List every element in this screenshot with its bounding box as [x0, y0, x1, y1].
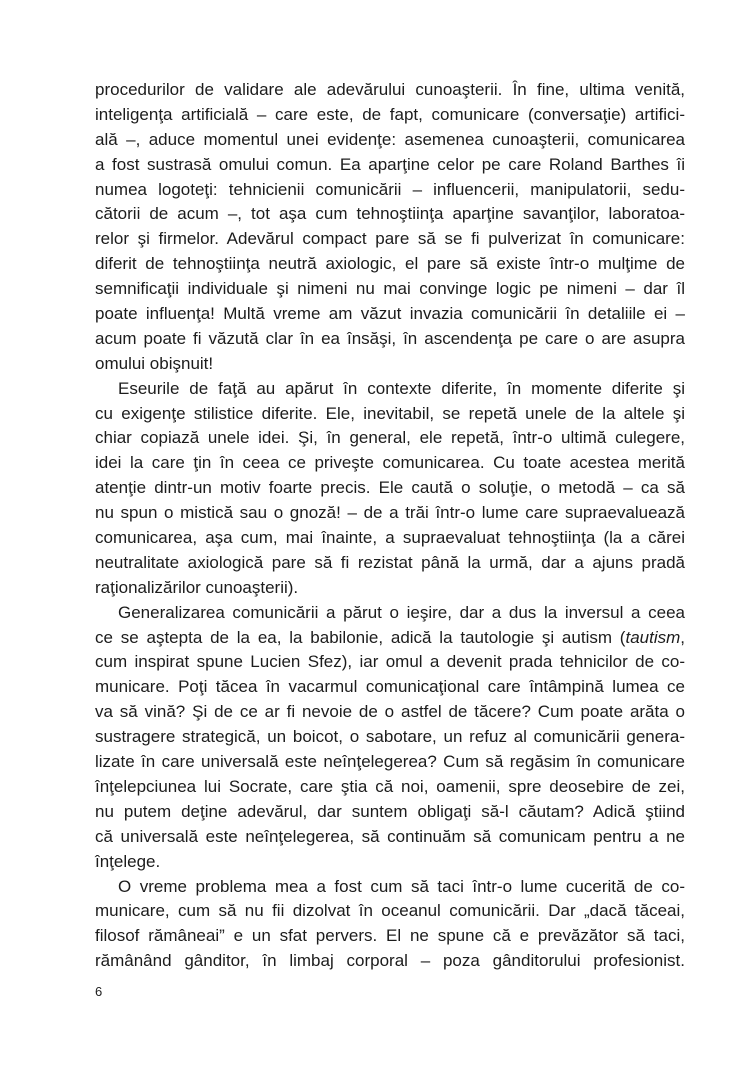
text-line: sustragere strategică, un boicot, o sabotare, un refuz al comunicării genera- [95, 727, 685, 747]
text-run: ce se aştepta de la ea, la babilonie, adică la tautologie şi autism ( [95, 627, 626, 647]
text-line: idei la care ţin în ceea ce priveşte comunicarea. Cu toate acestea merită [95, 453, 685, 473]
italic-term: tautism [625, 627, 681, 647]
text-line: acum poate fi văzută clar în ea însăşi, în ascendenţa pe care o are asupra [95, 328, 685, 348]
text-line: cu exigenţe stilistice diferite. Ele, inevitabil, se repetă unele de la altele şi [95, 403, 685, 423]
text-line: a fost sustrasă omului comun. Ea aparţine celor pe care Roland Barthes îi [95, 154, 685, 174]
text-line: poate influenţa! Multă vreme am văzut invazia comunicării în detaliile ei – [95, 304, 685, 324]
text-line-paragraph-start: Generalizarea comunicării a părut o ieşire, dar a dus la inversul a ceea [118, 602, 685, 622]
text-line: va să vină? Şi de ce ar fi nevoie de o astfel de tăcere? Cum poate arăta o [95, 702, 685, 722]
text-line-paragraph-end: raţionalizărilor cunoaşterii). [95, 577, 299, 597]
text-line: nu putem deţine adevărul, dar suntem obligaţi să-l căutam? Adică ştiind [95, 801, 685, 821]
text-line: semnificaţii individuale şi nimeni nu mai convinge logic pe nimeni – dar îl [95, 279, 685, 299]
body-text [95, 78, 685, 974]
text-line: comunicarea, aşa cum, mai înainte, a supraevaluat tehnoştiinţa (la a cărei [95, 528, 685, 548]
text-line-paragraph-end: înţelege. [95, 851, 161, 871]
page-number: 6 [95, 984, 103, 999]
paragraph [95, 377, 685, 601]
text-line: neutralitate axiologică pare să fi rezistat până la urmă, dar a ajuns pradă [95, 552, 685, 572]
text-line: atenţie dintr-un motiv foarte precis. Ele caută o soluţie, o metodă – ca să [95, 478, 685, 498]
text-line-paragraph-start: O vreme problema mea a fost cum să taci într-o lume cucerită de co- [118, 876, 685, 896]
text-run: , [680, 627, 685, 647]
text-line: inteligenţa artificială – care este, de fapt, comunicare (conversaţie) artifici- [95, 104, 685, 124]
text-line: cum inspirat spune Lucien Sfez), iar omul a devenit prada tehnicilor de co- [95, 652, 685, 672]
text-line [95, 626, 685, 651]
text-line: numea logoteţi: tehnicienii comunicării – influencerii, manipulatorii, sedu- [95, 179, 685, 199]
text-line: nu spun o mistică sau o gnoză! – de a trăi într-o lume care supraevaluează [95, 503, 685, 523]
paragraph [95, 601, 685, 875]
text-line: municare, cum să nu fii dizolvat în oceanul comunicării. Dar „dacă tăceai, [95, 901, 685, 921]
text-line: diferit de tehnoştiinţa neutră axiologic, el pare să existe într-o mulţime de [95, 254, 685, 274]
text-line: municare. Poţi tăcea în vacarmul comunicaţional care întâmpină lumea ce [95, 677, 685, 697]
text-line-paragraph-start: Eseurile de faţă au apărut în contexte diferite, în momente diferite şi [118, 378, 685, 398]
text-line-paragraph-end: omului obişnuit! [95, 353, 214, 373]
text-line: relor şi firmelor. Adevărul compact pare să se fi pulverizat în comunicare: [95, 229, 685, 249]
text-line: că universală este neînţelegerea, să continuăm să comunicam pentru a ne [95, 826, 685, 846]
paragraph [95, 78, 685, 377]
paragraph [95, 875, 685, 975]
text-line: lizate în care universală este neînţelegerea? Cum să regăsim în comunicare [95, 752, 685, 772]
text-line: înţelepciunea lui Socrate, care ştia că noi, oamenii, spre deosebire de zei, [95, 776, 685, 796]
text-line: filosof rămâneai” e un sfat pervers. El ne spune că e prevăzător să taci, [95, 926, 685, 946]
text-line: ală –, aduce momentul unei evidenţe: asemenea cunoaşterii, comunicarea [95, 129, 685, 149]
text-line: rămânând gânditor, în limbaj corporal – poza gânditorului profesionist. [95, 951, 685, 971]
text-line: procedurilor de validare ale adevărului cunoaşterii. În fine, ultima venită, [95, 80, 685, 99]
text-line: chiar copiază unele idei. Şi, în general, ele repetă, într-o ultimă culegere, [95, 428, 685, 448]
text-line: cătorii de acum –, tot aşa cum tehnoştiinţa aparţine savanţilor, laboratoa- [95, 204, 685, 224]
